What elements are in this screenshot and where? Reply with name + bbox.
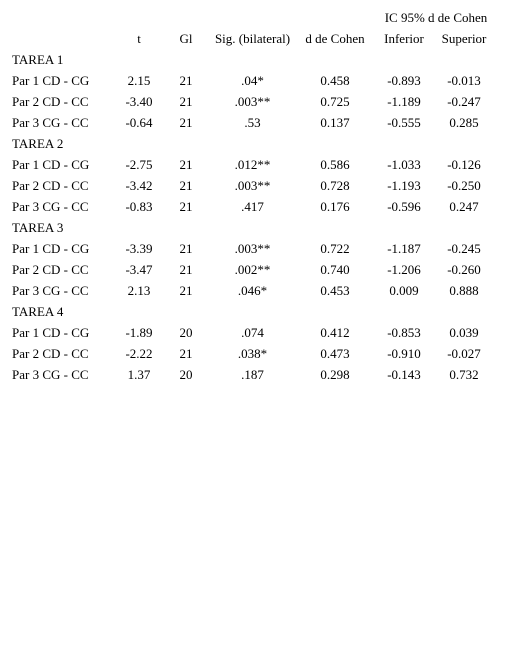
- cell-cohen-d: 0.298: [320, 367, 350, 382]
- pair-label: Par 3 CG - CC: [12, 367, 89, 382]
- cell-gl: 21: [179, 157, 193, 172]
- header-group-row: [0, 7, 507, 28]
- cell-superior: -0.013: [447, 73, 481, 88]
- cell-t: -2.22: [125, 346, 153, 361]
- cell-cohen-d: 0.458: [320, 73, 350, 88]
- table-row: [0, 259, 507, 280]
- pair-label: Par 3 CG - CC: [12, 115, 89, 130]
- cell-inferior: -1.193: [387, 178, 421, 193]
- cell-t: 1.37: [127, 367, 151, 382]
- cell-cohen-d: 0.137: [320, 115, 350, 130]
- cell-cohen-d: 0.453: [320, 283, 350, 298]
- table-row: [0, 343, 507, 364]
- header-t: t: [137, 31, 141, 46]
- pair-label: Par 3 CG - CC: [12, 283, 89, 298]
- task-heading: TAREA 2: [12, 136, 64, 151]
- cell-gl: 20: [179, 367, 193, 382]
- cell-t: -1.89: [125, 325, 153, 340]
- pair-label: Par 2 CD - CC: [12, 178, 89, 193]
- table-row: [0, 280, 507, 301]
- cell-t: 2.15: [127, 73, 151, 88]
- cell-superior: -0.247: [447, 94, 481, 109]
- cell-superior: -0.250: [447, 178, 481, 193]
- cell-cohen-d: 0.725: [320, 94, 350, 109]
- cell-sig: .53: [244, 115, 261, 130]
- cell-t: -3.47: [125, 262, 153, 277]
- cell-inferior: -0.853: [387, 325, 421, 340]
- pair-label: Par 1 CD - CG: [12, 157, 90, 172]
- pair-label: Par 1 CD - CG: [12, 73, 90, 88]
- cell-superior: 0.888: [449, 283, 479, 298]
- cell-superior: -0.260: [447, 262, 481, 277]
- cell-sig: .003**: [234, 178, 271, 193]
- cell-inferior: -0.143: [387, 367, 421, 382]
- table-row: [0, 91, 507, 112]
- cell-sig: .002**: [234, 262, 271, 277]
- pair-label: Par 1 CD - CG: [12, 241, 90, 256]
- header-sig: Sig. (bilateral): [214, 31, 291, 46]
- cell-superior: 0.039: [449, 325, 479, 340]
- task-heading-row: [0, 301, 507, 322]
- cell-t: -3.40: [125, 94, 153, 109]
- header-row: [0, 28, 507, 49]
- task-heading: TAREA 3: [12, 220, 64, 235]
- cell-sig: .046*: [237, 283, 268, 298]
- cell-gl: 21: [179, 199, 193, 214]
- cell-gl: 21: [179, 262, 193, 277]
- header-gl: Gl: [179, 31, 193, 46]
- cell-cohen-d: 0.176: [320, 199, 350, 214]
- cell-inferior: -0.555: [387, 115, 421, 130]
- header-superior: Superior: [441, 31, 487, 46]
- cell-superior: 0.732: [449, 367, 479, 382]
- cell-sig: .417: [241, 199, 264, 214]
- cell-gl: 21: [179, 178, 193, 193]
- cell-t: -3.39: [125, 241, 153, 256]
- cell-cohen-d: 0.586: [320, 157, 350, 172]
- cell-superior: 0.247: [449, 199, 479, 214]
- cell-inferior: -1.206: [387, 262, 421, 277]
- cell-gl: 21: [179, 241, 193, 256]
- cell-t: -0.83: [125, 199, 153, 214]
- table-row: [0, 70, 507, 91]
- cell-gl: 21: [179, 115, 193, 130]
- cell-inferior: -0.596: [387, 199, 421, 214]
- table-row: [0, 175, 507, 196]
- pair-label: Par 3 CG - CC: [12, 199, 89, 214]
- cell-inferior: -1.033: [387, 157, 421, 172]
- table-row: [0, 196, 507, 217]
- cell-superior: -0.027: [447, 346, 481, 361]
- cell-cohen-d: 0.412: [320, 325, 350, 340]
- cell-t: 2.13: [127, 283, 151, 298]
- cell-cohen-d: 0.740: [320, 262, 350, 277]
- cell-gl: 21: [179, 346, 193, 361]
- pair-label: Par 2 CD - CC: [12, 346, 89, 361]
- cell-t: -0.64: [125, 115, 153, 130]
- cell-t: -3.42: [125, 178, 153, 193]
- cell-sig: .012**: [234, 157, 271, 172]
- cell-cohen-d: 0.722: [320, 241, 350, 256]
- cell-sig: .074: [241, 325, 264, 340]
- cell-inferior: -1.187: [387, 241, 421, 256]
- cell-gl: 21: [179, 94, 193, 109]
- cell-sig: .187: [241, 367, 264, 382]
- cell-superior: 0.285: [449, 115, 479, 130]
- cell-inferior: -1.189: [387, 94, 421, 109]
- table-row: [0, 322, 507, 343]
- pair-label: Par 2 CD - CC: [12, 94, 89, 109]
- cell-t: -2.75: [125, 157, 153, 172]
- cell-inferior: 0.009: [389, 283, 419, 298]
- table-row: [0, 112, 507, 133]
- cell-sig: .04*: [241, 73, 264, 88]
- cell-cohen-d: 0.473: [320, 346, 350, 361]
- pair-label: Par 1 CD - CG: [12, 325, 90, 340]
- table-row: [0, 154, 507, 175]
- cell-sig: .038*: [237, 346, 268, 361]
- task-heading-row: [0, 217, 507, 238]
- task-heading-row: [0, 133, 507, 154]
- cell-gl: 21: [179, 283, 193, 298]
- ic-group-header: IC 95% d de Cohen: [384, 10, 488, 25]
- cell-sig: .003**: [234, 241, 271, 256]
- cell-sig: .003**: [234, 94, 271, 109]
- cell-superior: -0.126: [447, 157, 481, 172]
- cell-cohen-d: 0.728: [320, 178, 350, 193]
- cell-gl: 21: [179, 73, 193, 88]
- header-inferior: Inferior: [384, 31, 424, 46]
- task-heading: TAREA 4: [12, 304, 64, 319]
- task-heading: TAREA 1: [12, 52, 64, 67]
- task-heading-row: [0, 49, 507, 70]
- cell-superior: -0.245: [447, 241, 481, 256]
- header-cohen-d: d de Cohen: [305, 31, 365, 46]
- table-row: [0, 364, 507, 385]
- table-row: [0, 238, 507, 259]
- cell-inferior: -0.893: [387, 73, 421, 88]
- cell-gl: 20: [179, 325, 193, 340]
- cell-inferior: -0.910: [387, 346, 421, 361]
- pair-label: Par 2 CD - CC: [12, 262, 89, 277]
